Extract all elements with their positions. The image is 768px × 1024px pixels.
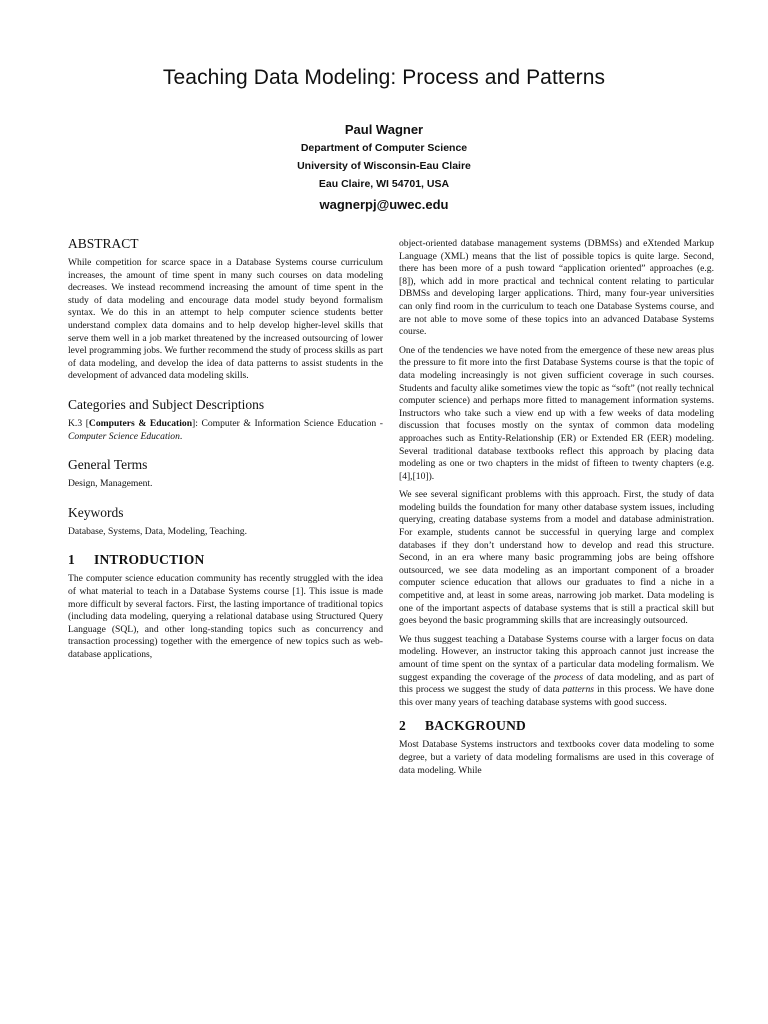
categories-bold: Computers & Education xyxy=(88,417,193,429)
author-department: Department of Computer Science xyxy=(300,142,468,154)
introduction-heading: 1 INTRODUCTION xyxy=(68,552,205,568)
keywords-heading: Keywords xyxy=(68,504,124,520)
paragraph-suggestion: We thus suggest teaching a Database Systems course with a larger focus on data modeling. However, an instructor taking this approach cannot just increase the amount of time spent on the syntax of a particular data modeling formalism. We suggest expanding the coverage of the process of data modeling, and as part of this process we suggest the study of data patterns in this process. We have done this over many years of teaching database systems with good success. xyxy=(399,633,714,708)
categories-italic: Computer Science Education xyxy=(68,430,180,442)
paragraph-problems: We see several significant problems with this approach. First, the study of data modeling builds the foundation for many other database system issues, including querying, creating database systems from a model and database administration. For example, students cannot be successful in querying large and complex databases if they don’t understand how to develop and read this structure. Second, in an era where many basic programming jobs are being offshore outsourced, we see data modeling as an important component of a broader computer science education that allows our graduates to find a niche in a competitive and, at least in some areas, narrowing job market. Data modeling is one of the important aspects of database systems that is still a practical skill but goes beyond the basic programming skills that are increasingly outsourced. xyxy=(399,489,714,627)
paragraph-tendencies: One of the tendencies we have noted from the emergence of these new areas plus the pressure to fit more into the first Database Systems course is that the topic of data modeling increasingly is not given sufficient coverage in such courses. Students and faculty alike sometimes view the topic as “soft” (not really technical computer science) and perhaps more fitted to management information systems. Instructors who take such a view end up with a few weeks of data modeling discussion that focuses mostly on the syntax of common data modeling approaches such as Entity-Relationship (ER) or Extended ER (EER) modeling. Several traditional database textbooks reflect this approach by placing data modeling as one or two chapters in the midst of fifteen to twenty chapters (e.g. [4],[10]). xyxy=(399,344,714,482)
keywords-text: Database, Systems, Data, Modeling, Teaching. xyxy=(68,525,247,537)
general-terms-text: Design, Management. xyxy=(68,478,153,490)
left-column xyxy=(68,236,383,661)
paper-title: Teaching Data Modeling: Process and Patterns xyxy=(162,66,606,89)
author-university: University of Wisconsin-Eau Claire xyxy=(297,160,471,172)
section-number: 1 xyxy=(68,552,75,568)
background-heading: 2 BACKGROUND xyxy=(399,718,527,734)
paragraph-continued: object-oriented database management systems (DBMSs) and eXtended Markup Language (XML) means that the list of possible topics is quite large. Second, there has been more of a push toward “application oriented” approaches (e.g. [8]), which add in more practical and technical content relating to particular DBMSs and developing larger applications. Third, many four-year universities can only find room in the curriculum to teach one Database Systems course, and are not able to move some of these topics into an advanced Database Systems course. xyxy=(399,238,714,338)
background-text: Most Database Systems instructors and textbooks cover data modeling to some degree, but a variety of data modeling formalisms are used in this coverage of data modeling. While xyxy=(399,739,714,776)
categories-heading: Categories and Subject Descriptions xyxy=(68,396,265,412)
author-name: Paul Wagner xyxy=(344,122,424,137)
abstract-text: While competition for scarce space in a Database Systems course curriculum increases, the amount of time spent in many such courses on data modeling decreases. We instead recommend increasing the amount of time spent in the study of data modeling and encourage data model study beyond formalism syntax. We do this in an attempt to help computer science students better understand complex data domains and to help develop higher-level skills that serve them well in a job market threatened by the increased outsourcing of lower level programming jobs. We further recommend the study of process skills as part of data modeling, and develop the idea of data patterns to assist students in the development of advanced data modeling skills. xyxy=(68,257,383,382)
section-number: 2 xyxy=(399,718,406,734)
right-column xyxy=(399,238,714,777)
author-block xyxy=(0,120,768,216)
introduction-text: The computer science education community has recently struggled with the idea of what material to teach in a Database Systems course [1]. This issue is made more difficult by several factors. First, the lasting importance of traditional topics (including data modeling, querying a relational database using Structured Query Language (SQL), and other long-standing topics such as concurrency and transaction processing) together with the emergence of new topics such as web-database applications, xyxy=(68,573,383,660)
author-email: wagnerpj@uwec.edu xyxy=(319,197,449,212)
general-terms-heading: General Terms xyxy=(68,457,148,473)
categories-text: K.3 [Computers & Education]: Computer & Information Science Education - Computer Science Education. xyxy=(68,417,383,442)
author-location: Eau Claire, WI 54701, USA xyxy=(318,178,450,190)
abstract-heading: ABSTRACT xyxy=(68,236,139,251)
